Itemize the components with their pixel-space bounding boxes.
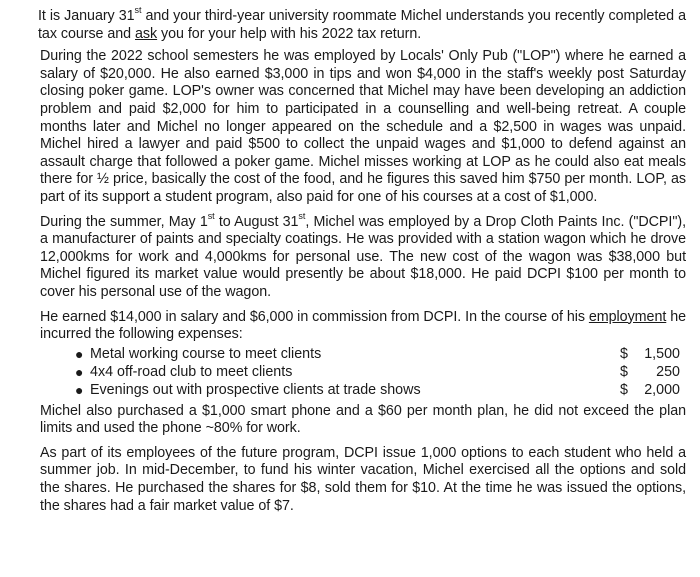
expense-item xyxy=(40,381,686,399)
expense-amount xyxy=(620,345,680,363)
smartphone-paragraph: Michel also purchased a $1,000 smart phone and a $60 per month plan, he did not exceed the plan limits and used the phone ~80% for work. xyxy=(40,402,686,437)
expense-list xyxy=(40,345,686,399)
earnings-text-a: He earned $14,000 in salary and $6,000 in commission from DCPI. In the course of his xyxy=(40,308,589,325)
expense-label: 4x4 off-road club to meet clients xyxy=(90,363,293,380)
earnings-text-b: he incurred the following expenses: xyxy=(40,308,686,343)
dcpi-text-a: During the summer, May 1 xyxy=(40,213,208,230)
intro-text-a: It is January 31 xyxy=(38,8,135,24)
expense-value: 250 xyxy=(656,363,680,380)
expense-item xyxy=(40,345,686,363)
bullet-icon: ● xyxy=(75,363,84,380)
intro-text-c: you for your help with his 2022 tax return. xyxy=(157,25,422,42)
bullet-icon: ● xyxy=(75,345,84,362)
expense-item xyxy=(40,363,686,381)
dcpi-summer-paragraph xyxy=(40,210,686,302)
dcpi-sup-1: st xyxy=(207,210,215,221)
expense-label: Evenings out with prospective clients at trade shows xyxy=(90,381,421,398)
expense-value: 1,500 xyxy=(644,345,680,362)
employment-underlined: employment xyxy=(588,308,667,325)
expense-label: Metal working course to meet clients xyxy=(90,345,322,362)
expense-currency: $ xyxy=(620,363,628,380)
expense-amount xyxy=(620,381,680,399)
dcpi-text-c: , Michel was employed by a Drop Cloth Paints Inc. ("DCPI"), a manufacturer of paints and specialty coatings. He was provided with a station wagon which he drove 12,000kms for work and 4,000kms for personal use. The new cost of the wagon was $38,000 but Michel figured its market value would presently be about $18,000. He paid DCPI $100 per month to cover his personal use of the wagon. xyxy=(40,213,686,300)
stock-options-paragraph: As part of its employees of the future program, DCPI issue 1,000 options to each student who held a summer job. In mid-December, to fund his winter vacation, Michel exercised all the options and sold the shares. He purchased the shares for $8, sold them for $10. At the time he was issued the options, the shares had a fair market value of $7. xyxy=(40,444,686,514)
dcpi-text-b: to August 31 xyxy=(214,213,299,230)
dcpi-earnings-paragraph xyxy=(40,309,686,344)
bullet-icon: ● xyxy=(75,381,84,398)
expense-value: 2,000 xyxy=(644,381,680,398)
expense-amount xyxy=(620,363,680,381)
intro-paragraph xyxy=(38,5,686,43)
dcpi-sup-2: st xyxy=(298,210,306,221)
lop-employment-paragraph: During the 2022 school semesters he was employed by Locals' Only Pub ("LOP") where he earned a salary of $20,000. He also earned $3,000 in tips and won $4,000 in the staff's weekly post Saturday closing poker game. LOP's owner was concerned that Michel may have been developing an addiction problem and paid $2,000 for him to participated in a counselling and well-being retreat. A couple months later and Michel no longer appeared on the schedule and a $2,500 in wages was unpaid. Michel hired a lawyer and paid $500 to collect the unpaid wages and $1,000 to defend against an assault charge that followed a poker game. Michel misses working at LOP as he could also eat meals there for ½ price, basically the cost of the food, and he figures this saved him $750 per month. LOP, as part of its support a student program, also paid for one of his courses at a cost of $1,000. xyxy=(40,48,686,205)
ask-link-text: ask xyxy=(135,25,158,42)
intro-text-b: and your third-year university roommate Michel understands you recently completed a tax course and xyxy=(38,8,686,42)
expense-currency: $ xyxy=(620,345,628,362)
intro-sup: st xyxy=(134,5,142,16)
expense-currency: $ xyxy=(620,381,628,398)
